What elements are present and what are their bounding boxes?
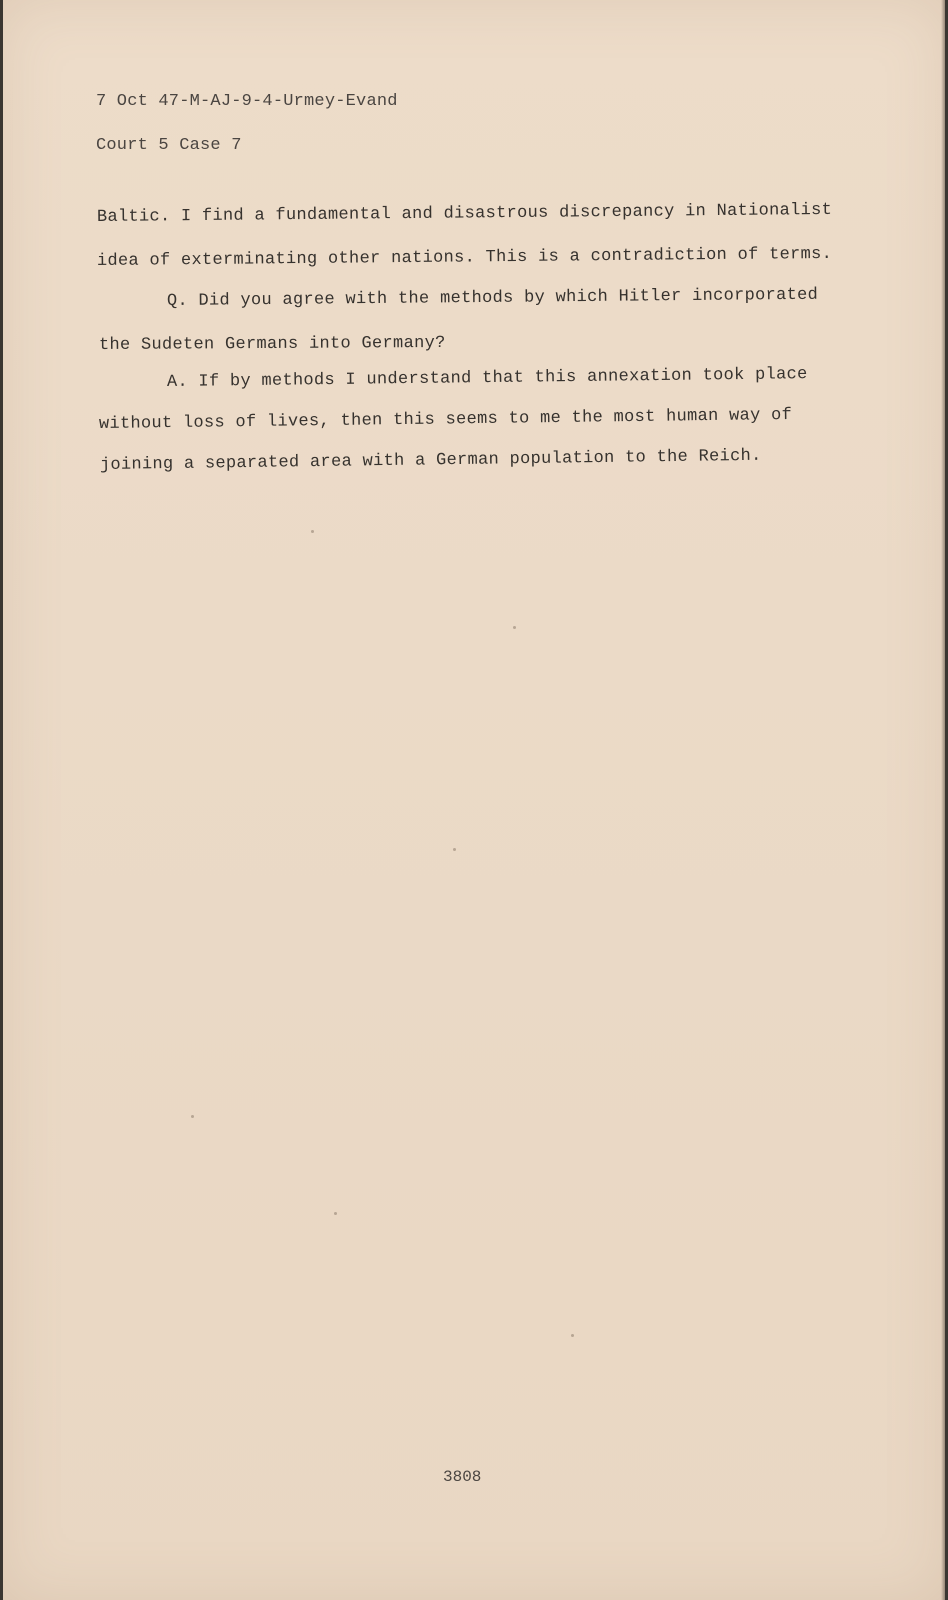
page-edge-shadow (941, 0, 945, 1600)
question-line: the Sudeten Germans into Germany? (98, 333, 446, 355)
transcript-line: idea of exterminating other nations. This is a contradiction of terms. (96, 244, 833, 271)
court-case-label: Court 5 Case 7 (96, 136, 242, 155)
paper-speck (191, 1115, 194, 1118)
document-reference: 7 Oct 47-M-AJ-9-4-Urmey-Evand (96, 92, 398, 111)
paper-speck (311, 530, 314, 533)
paper-speck (334, 1212, 337, 1215)
transcript-line: Baltic. I find a fundamental and disastrous discrepancy in Nationalist (96, 200, 833, 227)
answer-line: without loss of lives, then this seems to me the most human way of (98, 405, 793, 434)
paper-speck (513, 626, 516, 629)
question-line: Q. Did you agree with the methods by which Hitler incorporated (166, 285, 819, 311)
page-number: 3808 (443, 1468, 482, 1486)
answer-line: joining a separated area with a German population to the Reich. (99, 446, 762, 475)
paper-speck (571, 1334, 574, 1337)
document-page (3, 0, 945, 1600)
answer-line: A. If by methods I understand that this annexation took place (166, 365, 808, 392)
paper-speck (453, 848, 456, 851)
